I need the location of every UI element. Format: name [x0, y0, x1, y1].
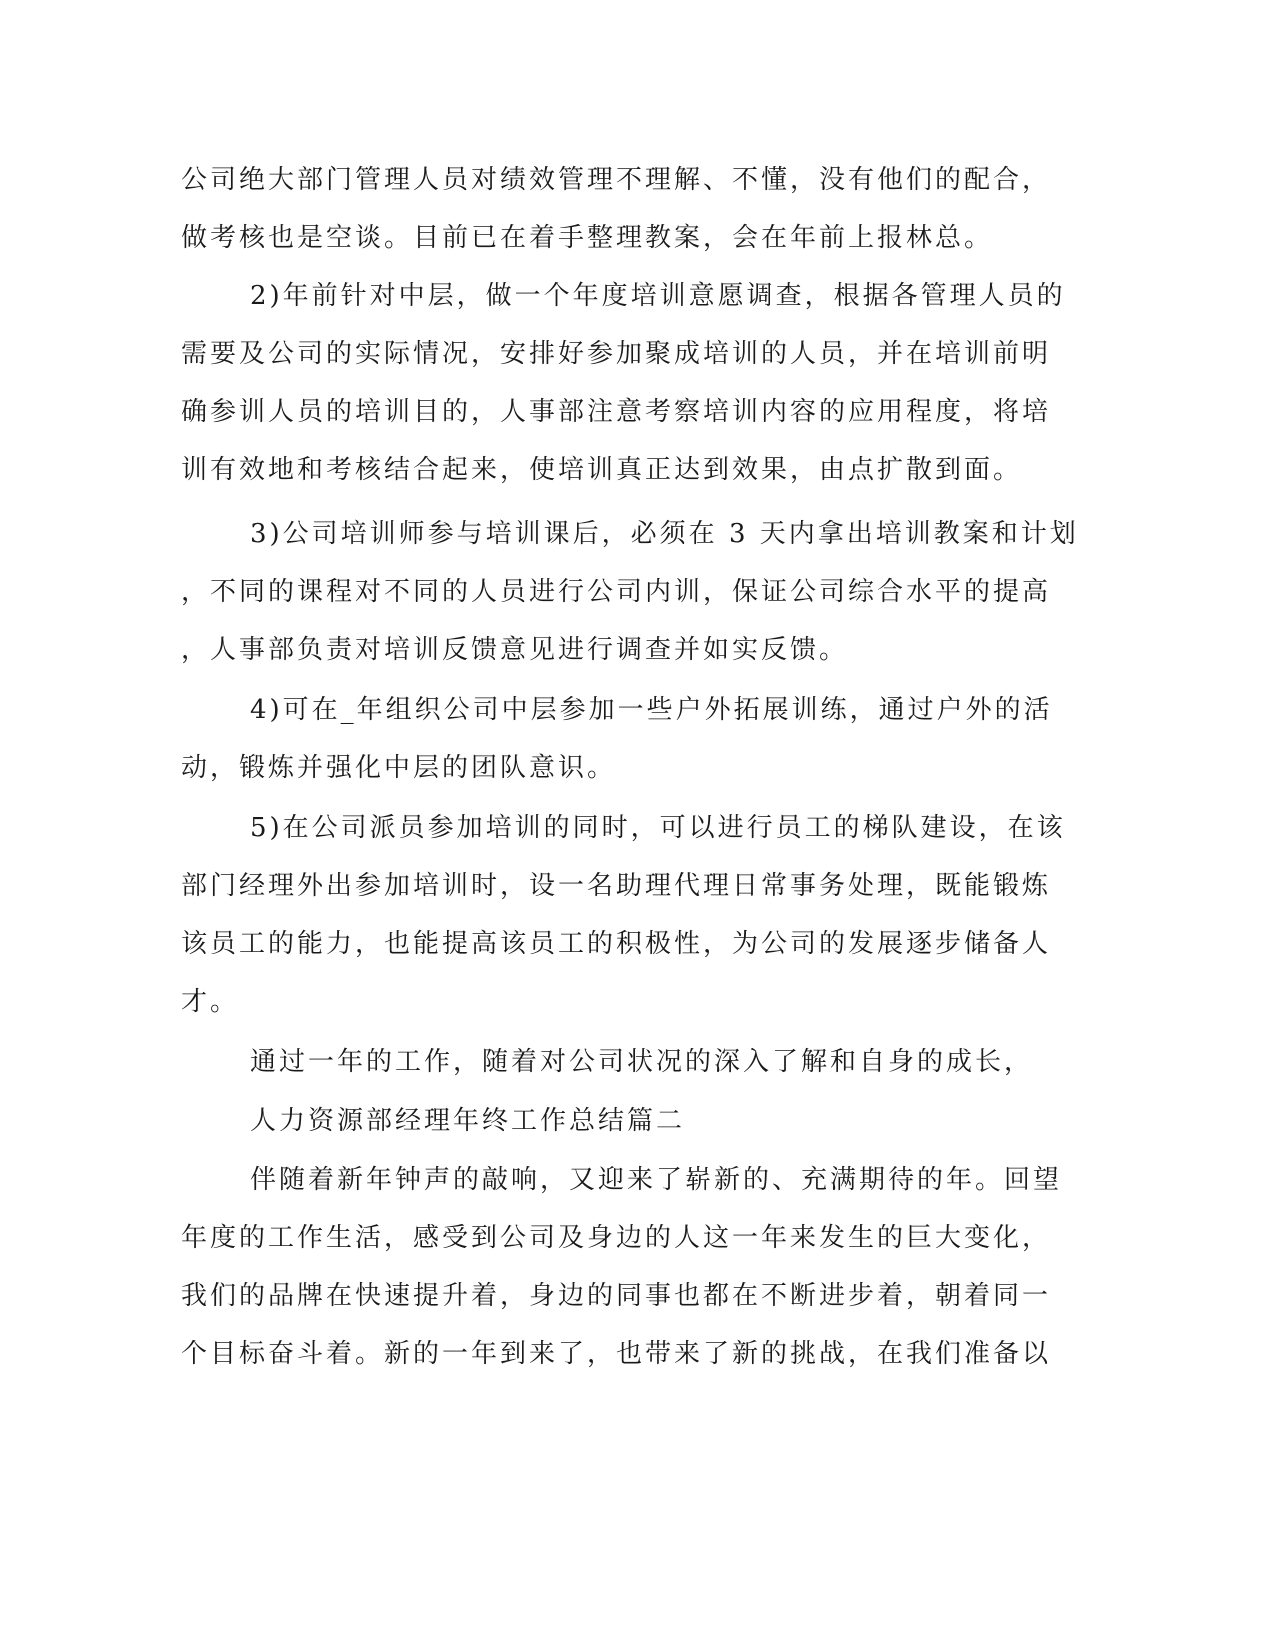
text-line: 年度的工作生活，感受到公司及身边的人这一年来发生的巨大变化， [181, 1223, 1052, 1253]
text-line: 通过一年的工作，随着对公司状况的深入了解和自身的成长， [250, 1047, 1034, 1077]
text-line: 该员工的能力，也能提高该员工的积极性，为公司的发展逐步储备人 [181, 929, 1052, 959]
text-line: 我们的品牌在快速提升着，身边的同事也都在不断进步着，朝着同一 [181, 1281, 1052, 1311]
text-line: 训有效地和考核结合起来，使培训真正达到效果，由点扩散到面。 [181, 455, 1023, 485]
text-line: 伴随着新年钟声的敲响，又迎来了崭新的、充满期待的年。回望 [250, 1165, 1063, 1195]
text-line: 5)在公司派员参加培训的同时，可以进行员工的梯队建设，在该 [250, 813, 1066, 843]
text-line: 确参训人员的培训目的，人事部注意考察培训内容的应用程度，将培 [181, 397, 1052, 427]
text-line: 2)年前针对中层，做一个年度培训意愿调查，根据各管理人员的 [250, 281, 1066, 311]
text-line: 需要及公司的实际情况，安排好参加聚成培训的人员，并在培训前明 [181, 339, 1052, 369]
section-heading: 人力资源部经理年终工作总结篇二 [250, 1106, 686, 1136]
text-line: ，人事部负责对培训反馈意见进行调查并如实反馈。 [181, 635, 849, 665]
text-line: ，不同的课程对不同的人员进行公司内训，保证公司综合水平的提高 [181, 577, 1052, 607]
text-line: 动，锻炼并强化中层的团队意识。 [181, 753, 617, 783]
text-line: 公司绝大部门管理人员对绩效管理不理解、不懂，没有他们的配合， [181, 165, 1052, 195]
text-line: 4)可在_年组织公司中层参加一些户外拓展训练，通过户外的活 [250, 695, 1053, 725]
text-line: 个目标奋斗着。新的一年到来了，也带来了新的挑战，在我们准备以 [181, 1339, 1052, 1369]
text-line: 做考核也是空谈。目前已在着手整理教案，会在年前上报林总。 [181, 223, 994, 253]
text-line: 部门经理外出参加培训时，设一名助理代理日常事务处理，既能锻炼 [181, 871, 1052, 901]
text-line: 3)公司培训师参与培训课后，必须在 3 天内拿出培训教案和计划 [250, 519, 1079, 549]
text-line: 才。 [181, 987, 240, 1017]
